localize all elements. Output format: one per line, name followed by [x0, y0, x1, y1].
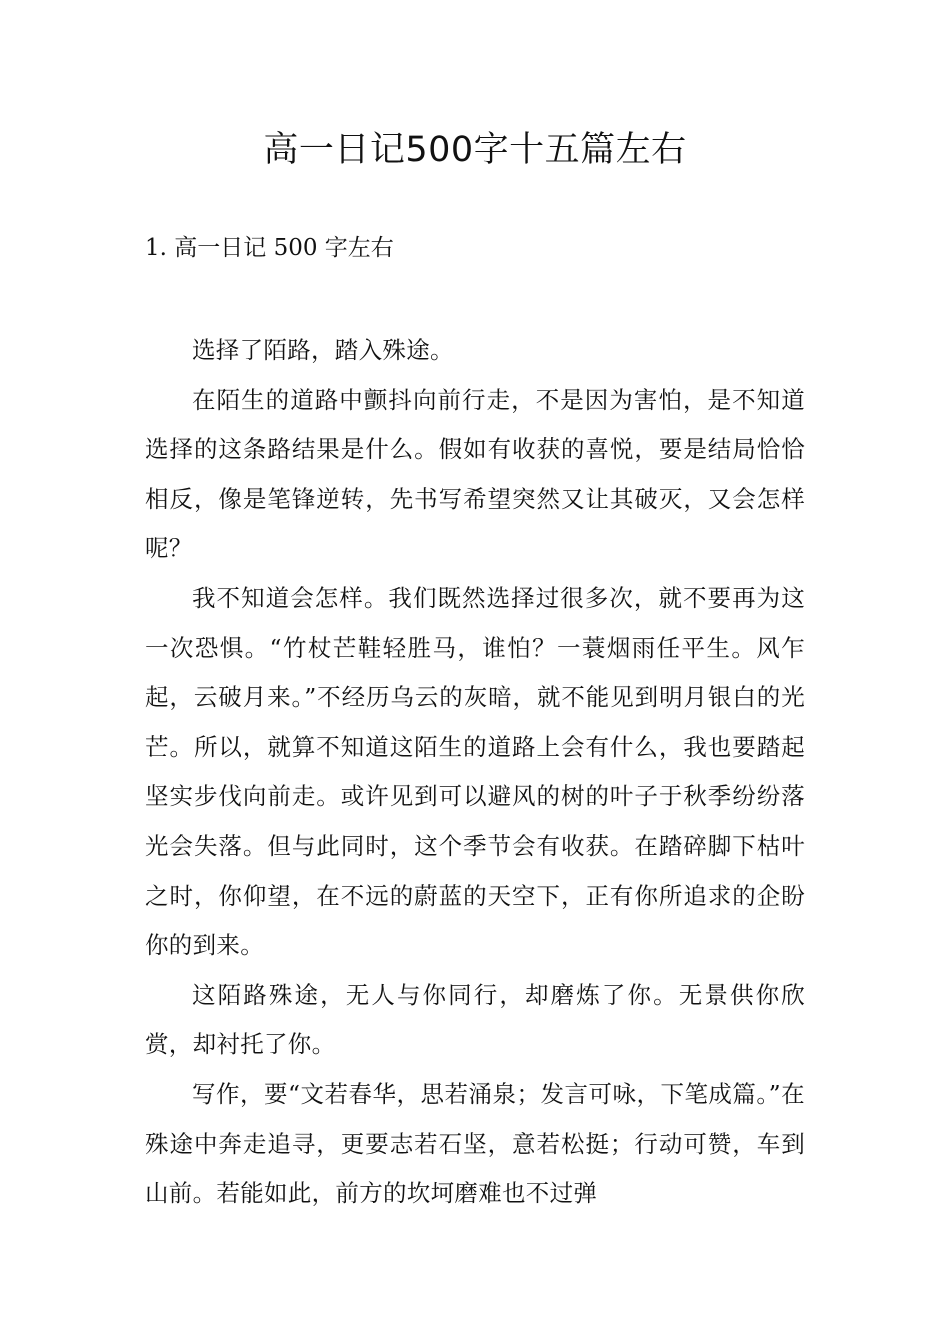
document-title: 高一日记500字十五篇左右 [263, 130, 687, 170]
paragraph: 写作，要“文若春华，思若涌泉；发言可咏，下笔成篇。”在殊途中奔走追寻，更要志若石坚，意若松挺；行动可赞，车到山前。若能如此，前方的坎坷磨难也不过弹 [145, 1079, 805, 1208]
paragraph: 这陌路殊途，无人与你同行，却磨炼了你。无景供你欣赏，却衬托了你。 [145, 980, 805, 1059]
paragraph: 在陌生的道路中颤抖向前行走，不是因为害怕，是不知道选择的这条路结果是什么。假如有收获的喜悦，要是结局恰恰相反，像是笔锋逆转，先书写希望突然又让其破灭，又会怎样呢？ [145, 385, 805, 563]
section-body [145, 326, 805, 1219]
paragraph: 选择了陌路，踏入殊途。 [192, 336, 454, 364]
paragraph: 我不知道会怎样。我们既然选择过很多次，就不要再为这一次恐惧。“竹杖芒鞋轻胜马，谁怕？一蓑烟雨任平生。风乍起，云破月来。”不经历乌云的灰暗，就不能见到明月银白的光芒。所以，就算不知道这陌生的道路上会有什么，我也要踏起坚实步伐向前走。或许见到可以避风的树的叶子于秋季纷纷落光会失落。但与此同时，这个季节会有收获。在踏碎脚下枯叶之时，你仰望，在不远的蔚蓝的天空下，正有你所追求的企盼你的到来。 [145, 583, 805, 960]
section-heading: 1. 高一日记 500 字左右 [145, 235, 394, 261]
